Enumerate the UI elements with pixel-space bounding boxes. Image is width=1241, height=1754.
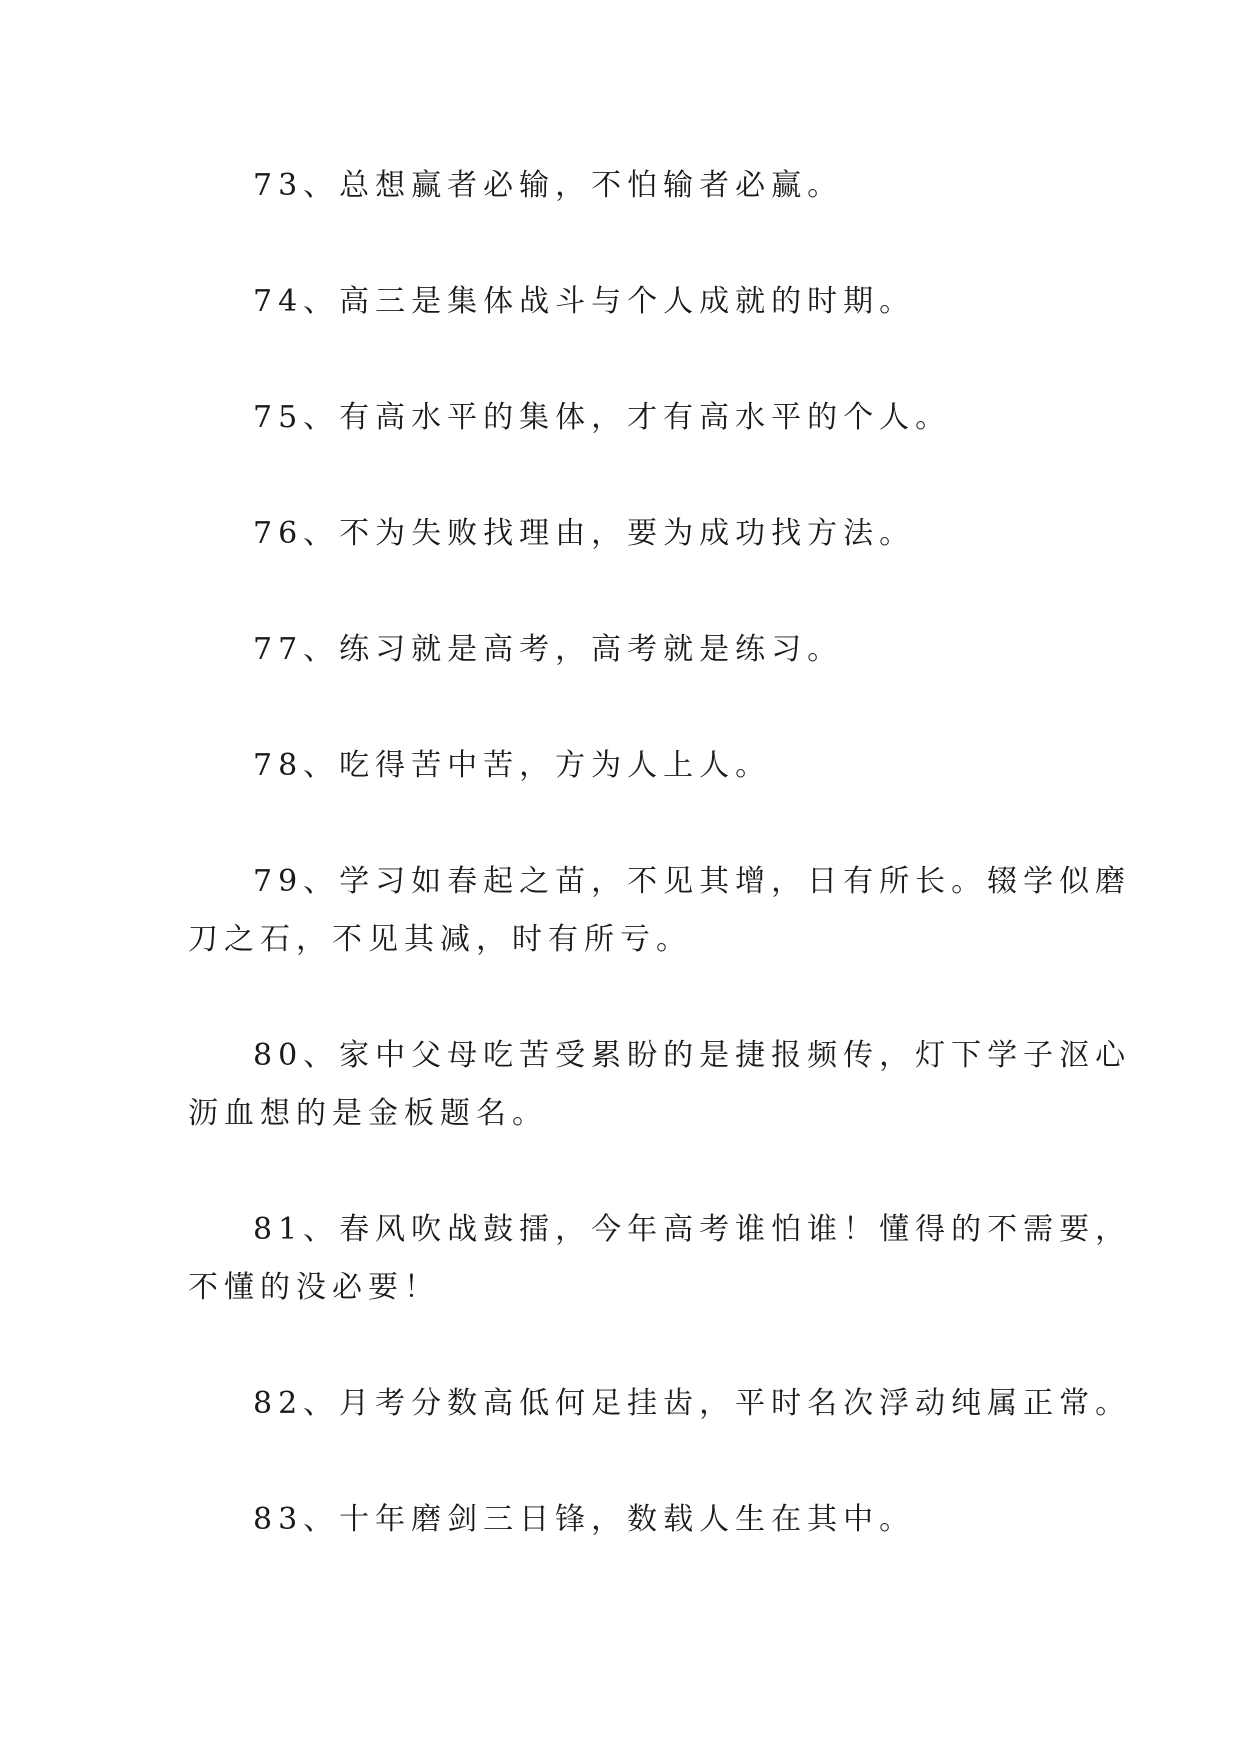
paragraph-79 bbox=[0, 860, 1241, 962]
paragraph-line: 77、练习就是高考，高考就是练习。 bbox=[253, 632, 844, 667]
paragraph-80 bbox=[0, 1034, 1241, 1136]
paragraph-line: 73、总想赢者必输，不怕输者必赢。 bbox=[253, 168, 844, 203]
paragraph-line: 76、不为失败找理由，要为成功找方法。 bbox=[253, 516, 916, 551]
paragraph-line: 不懂的没必要！ bbox=[188, 1270, 440, 1305]
paragraph-83 bbox=[0, 1498, 1241, 1542]
paragraph-line: 74、高三是集体战斗与个人成就的时期。 bbox=[253, 284, 916, 319]
paragraph-77 bbox=[0, 628, 1241, 672]
paragraph-73 bbox=[0, 164, 1241, 208]
paragraph-line: 沥血想的是金板题名。 bbox=[188, 1096, 548, 1131]
paragraph-78 bbox=[0, 744, 1241, 788]
paragraph-76 bbox=[0, 512, 1241, 556]
paragraph-line: 79、学习如春起之苗，不见其增，日有所长。辍学似磨 bbox=[253, 864, 1132, 899]
paragraph-line: 82、月考分数高低何足挂齿，平时名次浮动纯属正常。 bbox=[253, 1386, 1132, 1421]
paragraph-line: 78、吃得苦中苦，方为人上人。 bbox=[253, 748, 772, 783]
paragraph-line: 75、有高水平的集体，才有高水平的个人。 bbox=[253, 400, 952, 435]
paragraph-line: 刀之石，不见其减，时有所亏。 bbox=[188, 922, 692, 957]
paragraph-82 bbox=[0, 1382, 1241, 1426]
paragraph-line: 83、十年磨剑三日锋，数载人生在其中。 bbox=[253, 1502, 916, 1537]
paragraph-line: 80、家中父母吃苦受累盼的是捷报频传，灯下学子沤心 bbox=[253, 1038, 1132, 1073]
paragraph-75 bbox=[0, 396, 1241, 440]
paragraph-line: 81、春风吹战鼓擂，今年高考谁怕谁！懂得的不需要， bbox=[253, 1212, 1132, 1247]
paragraph-81 bbox=[0, 1208, 1241, 1310]
paragraph-74 bbox=[0, 280, 1241, 324]
